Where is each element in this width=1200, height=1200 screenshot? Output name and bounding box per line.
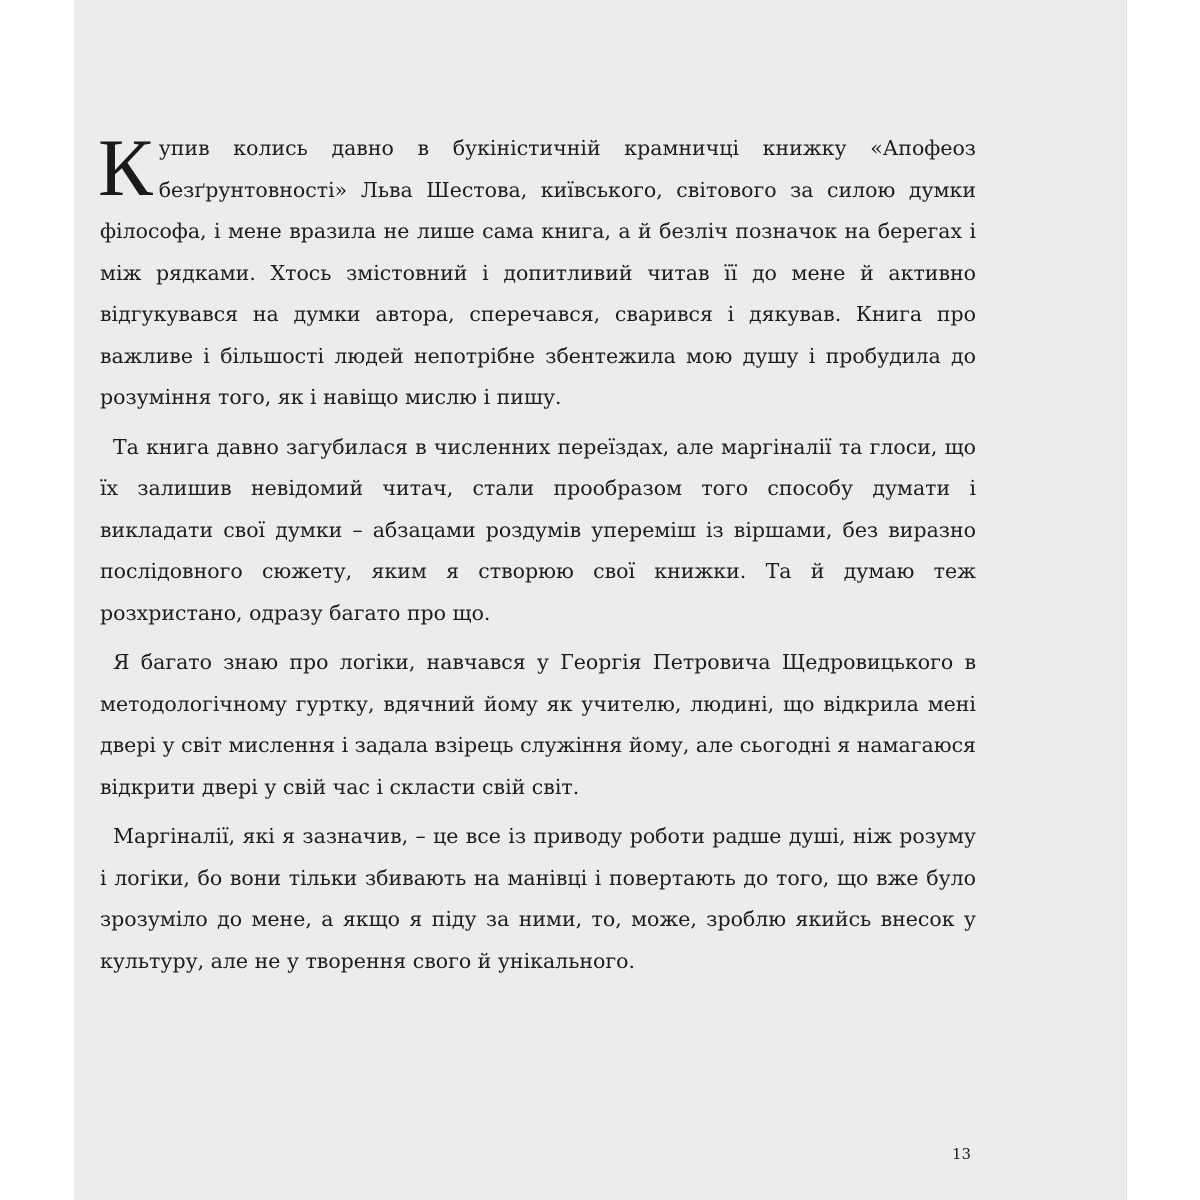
body-text <box>98 122 976 982</box>
page-edge <box>1123 0 1126 1200</box>
paragraph-3: Я багато знаю про логіки, навчався у Георгія Петровича Щедровицького в методологічному гуртку, вдячний йому як учителю, людині, що відкрила мені двері у світ мислення і задала взірець служіння йому, але сьогодні я намагаюся відкрити двері у свій час і скласти свій світ. <box>100 650 976 799</box>
paragraph-2: Та книга давно загубилася в численних переїздах, але маргіналії та глоси, що їх залишив невідомий читач, стали прообразом того способу думати і викладати свої думки – абзацами роздумів упереміш із віршами, без виразно послідовного сюжету, яким я створюю свої книжки. Та й думаю теж розхристано, одразу багато про що. <box>100 434 976 625</box>
drop-cap: К <box>98 122 153 213</box>
page-number: 13 <box>952 1145 972 1163</box>
paragraph-1 <box>98 122 976 419</box>
paragraph-1-text: упив колись давно в букіністичній крамничці книжку «Апофеоз безґрунтовності» Льва Шестова, київського, світового за силою думки філософа, і мене вразила не лише сама книга, а й безліч позначок на берегах і між рядками. Хтось змістовний і допитливий читав її до мене й активно відгукувався на думки автора, сперечався, сварився і дякував. Книга про важливе і більшості людей непотрібне збентежила мою душу і пробудила до розуміння того, як і навіщо мислю і пишу. <box>100 136 976 409</box>
paragraph-4: Маргіналії, які я зазначив, – це все із приводу роботи радше душі, ніж розуму і логіки, бо вони тільки збивають на манівці і повертають до того, що вже було зрозуміло до мене, а якщо я піду за ними, то, може, зроблю якийсь внесок у культуру, але не у творення свого й унікального. <box>100 824 976 973</box>
